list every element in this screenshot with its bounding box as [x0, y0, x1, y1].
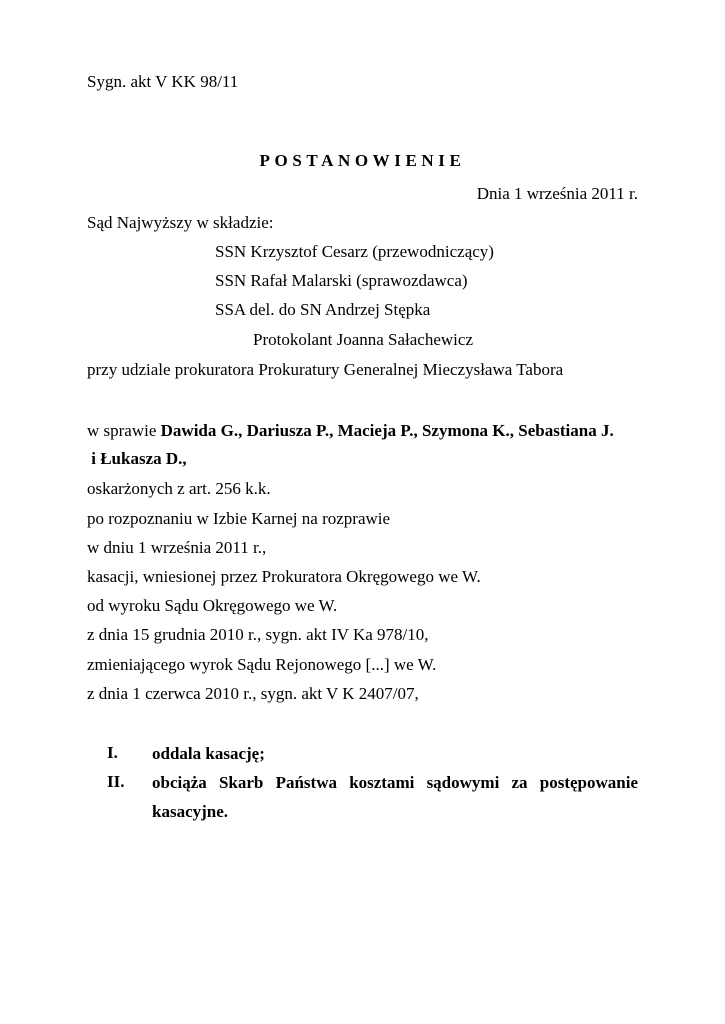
case-reference: Sygn. akt V KK 98/11: [87, 72, 239, 91]
panel-member-rapporteur: SSN Rafał Malarski (sprawozdawca): [215, 271, 468, 290]
panel-member-delegated: SSA del. do SN Andrzej Stępka: [215, 300, 431, 319]
prosecutor-line: przy udziale prokuratora Prokuratury Generalnej Mieczysława Tabora: [87, 360, 564, 379]
panel-member-presiding: SSN Krzysztof Cesarz (przewodniczący): [215, 242, 494, 261]
proceedings-line: po rozpoznaniu w Izbie Karnej na rozprawie: [87, 509, 391, 528]
case-defendants-line-1: [87, 421, 614, 441]
ruling-text: [152, 739, 638, 768]
proceedings-line: z dnia 15 grudnia 2010 r., sygn. akt IV Ka 978/10,: [87, 625, 429, 644]
ruling-text-line: kasacyjne.: [152, 802, 229, 821]
ruling-text: [152, 768, 638, 826]
proceedings-line: zmieniającego wyrok Sądu Rejonowego [...] we W.: [87, 655, 437, 674]
ruling-number: II.: [107, 772, 125, 791]
ruling-number: I.: [107, 743, 118, 762]
document-date: Dnia 1 września 2011 r.: [476, 184, 638, 203]
proceedings-line: oskarżonych z art. 256 k.k.: [87, 479, 271, 498]
ruling-text-line: oddala kasację;: [152, 744, 265, 763]
ruling-text-line: obciąża Skarb Państwa kosztami sądowymi za postępowanie: [152, 773, 638, 792]
proceedings-line: kasacji, wniesionej przez Prokuratora Okręgowego we W.: [87, 567, 481, 586]
defendants-names-continued: i Łukasza D.,: [87, 449, 187, 468]
defendants-names: Dawida G., Dariusza P., Macieja P., Szymona K., Sebastiana J.: [160, 421, 614, 440]
proceedings-line: z dnia 1 czerwca 2010 r., sygn. akt V K 2407/07,: [87, 684, 419, 703]
case-prefix: w sprawie: [87, 421, 161, 440]
document-title: POSTANOWIENIE: [259, 151, 466, 170]
court-composition-intro: Sąd Najwyższy w składzie:: [87, 213, 274, 232]
court-clerk: Protokolant Joanna Sałachewicz: [253, 330, 473, 349]
proceedings-line: w dniu 1 września 2011 r.,: [87, 538, 267, 557]
case-defendants-line-2: [87, 449, 187, 469]
proceedings-line: od wyroku Sądu Okręgowego we W.: [87, 596, 338, 615]
